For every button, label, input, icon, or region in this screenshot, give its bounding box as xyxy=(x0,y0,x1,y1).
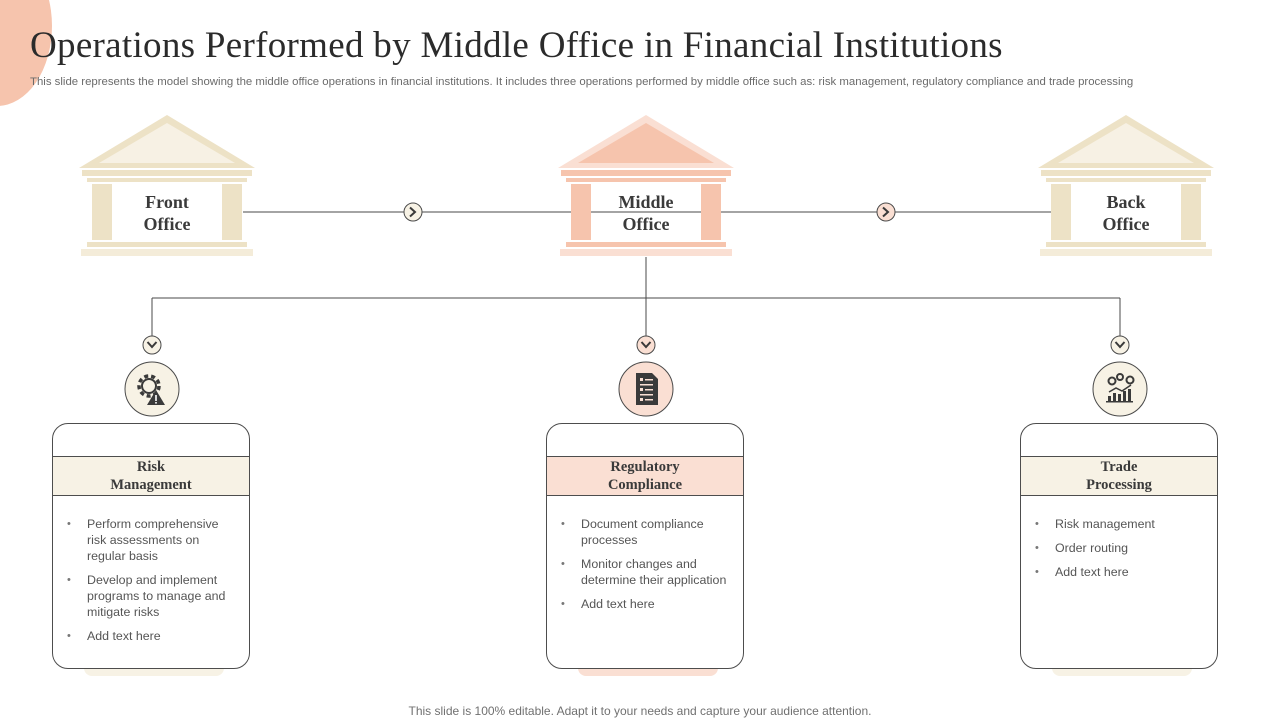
card-bullet-list xyxy=(1035,516,1205,588)
arrow-right-icon xyxy=(404,203,422,221)
list-item: • Order routing xyxy=(1035,540,1205,556)
card-shadow xyxy=(1052,668,1192,676)
front-office-label-line2: Office xyxy=(143,214,191,234)
list-item: • Monitor changes and determine their application xyxy=(561,556,731,588)
card-shadow xyxy=(84,668,224,676)
middle-office-label-line1: Middle xyxy=(618,192,674,212)
risk-gear-warning-icon xyxy=(125,362,179,416)
list-item: • Develop and implement programs to manage and mitigate risks xyxy=(67,572,237,620)
trade-chart-icon xyxy=(1093,362,1147,416)
card-title-line1: Risk xyxy=(136,459,166,475)
back-office-label-line2: Office xyxy=(1102,214,1150,234)
front-office-label xyxy=(112,191,222,235)
regulatory-compliance-card xyxy=(546,423,744,669)
front-office-label-line1: Front xyxy=(145,192,189,212)
risk-management-card xyxy=(52,423,250,669)
arrow-right-icon xyxy=(877,203,895,221)
list-item: • Add text here xyxy=(67,628,237,644)
card-title-line2: Compliance xyxy=(607,477,683,493)
back-office-label xyxy=(1071,191,1181,235)
middle-office-label-line2: Office xyxy=(622,214,670,234)
card-header xyxy=(53,456,249,496)
arrow-down-icon xyxy=(637,336,655,354)
compliance-document-icon xyxy=(619,362,673,416)
middle-office-label xyxy=(591,191,701,235)
back-office-label-line1: Back xyxy=(1106,192,1146,212)
list-item: • Add text here xyxy=(1035,564,1205,580)
card-title-line1: Trade xyxy=(1100,459,1138,475)
arrow-down-icon xyxy=(1111,336,1129,354)
arrow-down-icon xyxy=(143,336,161,354)
card-title-line2: Management xyxy=(110,477,192,493)
card-header xyxy=(1021,456,1217,496)
list-item: • Document compliance processes xyxy=(561,516,731,548)
page-title: Operations Performed by Middle Office in Financial Institutions xyxy=(30,25,1003,66)
list-item: • Risk management xyxy=(1035,516,1205,532)
card-title-line1: Regulatory xyxy=(610,459,680,475)
list-item: • Perform comprehensive risk assessments on regular basis xyxy=(67,516,237,564)
card-shadow xyxy=(578,668,718,676)
card-bullet-list xyxy=(561,516,731,620)
list-item: • Add text here xyxy=(561,596,731,612)
card-bullet-list xyxy=(67,516,237,652)
page-subtitle: This slide represents the model showing the middle office operations in financial institutions. It includes three operations performed by middle office such as: risk management, regulatory compliance and trade processing xyxy=(30,76,1134,88)
card-title-line2: Processing xyxy=(1086,477,1152,493)
card-header xyxy=(547,456,743,496)
footer-note: This slide is 100% editable. Adapt it to your needs and capture your audience attention. xyxy=(408,704,872,718)
trade-processing-card xyxy=(1020,423,1218,669)
